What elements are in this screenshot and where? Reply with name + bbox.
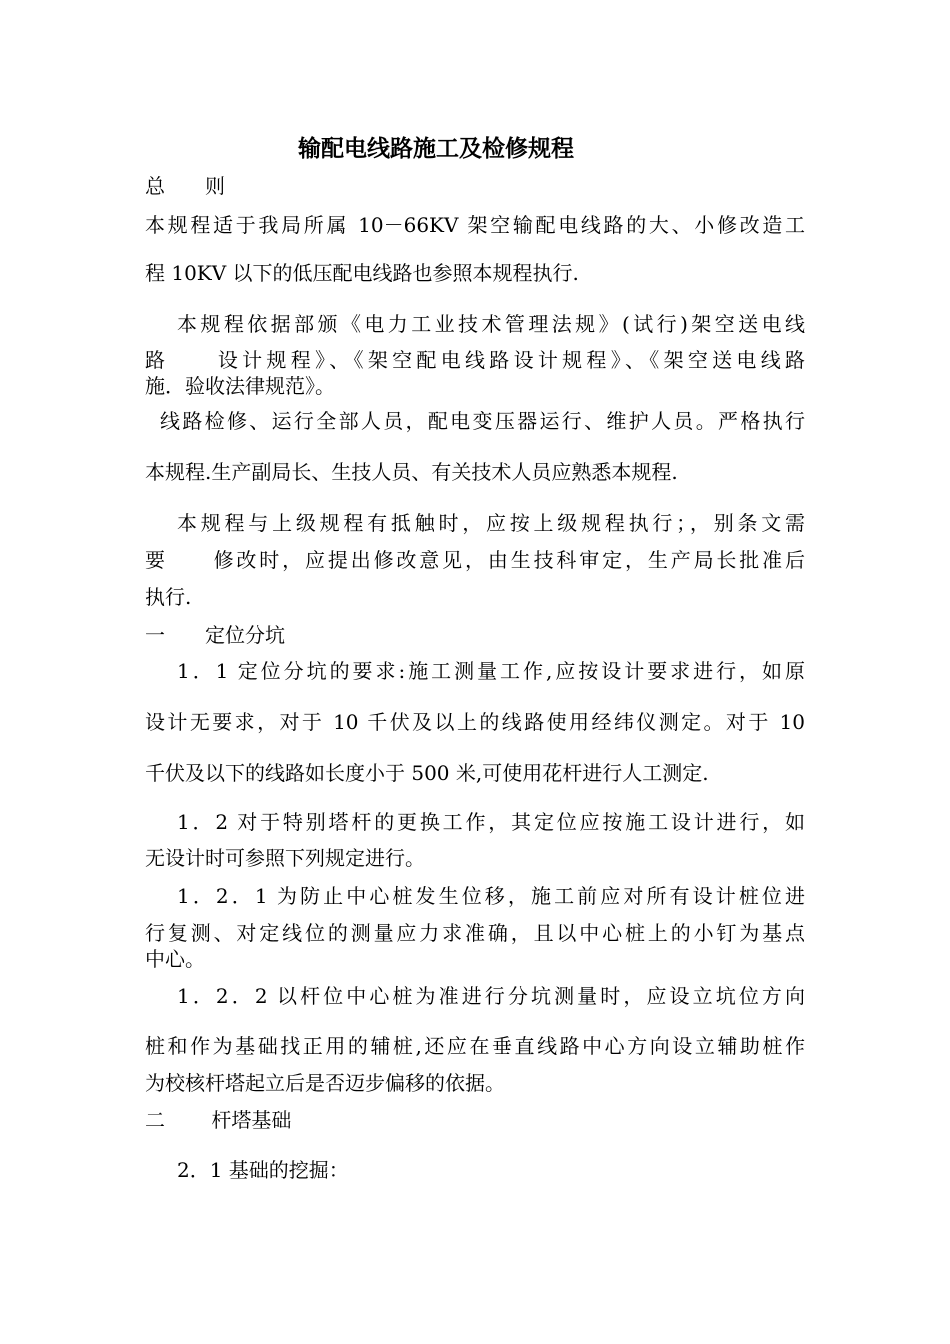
paragraph-line: 1．2 对于特别塔杆的更换工作，其定位应按施工设计进行，如 [177,810,805,834]
paragraph-line: 2．1 基础的挖掘： [177,1158,349,1182]
paragraph-line: 本规程适于我局所属 10－66KV 架空输配电线路的大、小修改造工 [145,213,805,237]
paragraph-line: 中心。 [145,947,205,971]
paragraph-line: 行复测、对定线位的测量应力求准确，且以中心桩上的小钉为基点 [145,921,805,945]
paragraph-line: 本规程依据部颁《电力工业技术管理法规》(试行)架空送电线 [177,312,805,336]
paragraph-line: 路 设计规程》、《架空配电线路设计规程》、《架空送电线路 [145,348,805,372]
paragraph-line: 线路检修、运行全部人员，配电变压器运行、维护人员。严格执行 [160,409,805,433]
paragraph-line: 为校核杆塔起立后是否迈步偏移的依据。 [145,1071,505,1095]
paragraph-line: 执行. [145,585,192,609]
paragraph-line: 1．1 定位分坑的要求:施工测量工作,应按设计要求进行，如原 [177,659,805,683]
section-heading-positioning: 一 定位分坑 [145,623,285,647]
paragraph-line: 桩和作为基础找正用的辅桩,还应在垂直线路中心方向设立辅助桩作 [145,1034,805,1058]
paragraph-line: 无设计时可参照下列规定进行。 [145,846,425,870]
paragraph-line: 要 修改时，应提出修改意见，由生技科审定，生产局长批准后 [145,548,805,572]
paragraph-line: 1．2．1 为防止中心桩发生位移，施工前应对所有设计桩位进 [177,884,805,908]
section-heading-general: 总 则 [145,174,225,198]
document-title: 输配电线路施工及检修规程 [298,135,574,162]
paragraph-line: 本规程.生产副局长、生技人员、有关技术人员应熟悉本规程. [145,460,678,484]
paragraph-line: 千伏及以下的线路如长度小于 500 米,可使用花杆进行人工测定. [145,761,709,785]
paragraph-line: 本规程与上级规程有抵触时，应按上级规程执行；，别条文需 [177,511,805,535]
paragraph-line: 设计无要求，对于 10 千伏及以上的线路使用经纬仪测定。对于 10 [145,710,805,734]
paragraph-line: 1．2．2 以杆位中心桩为准进行分坑测量时，应设立坑位方向 [177,984,805,1008]
section-heading-tower-foundation: 二 杆塔基础 [145,1108,292,1132]
paragraph-line: 程 10KV 以下的低压配电线路也参照本规程执行. [145,261,579,285]
paragraph-line: 施．验收法律规范》。 [145,374,335,398]
